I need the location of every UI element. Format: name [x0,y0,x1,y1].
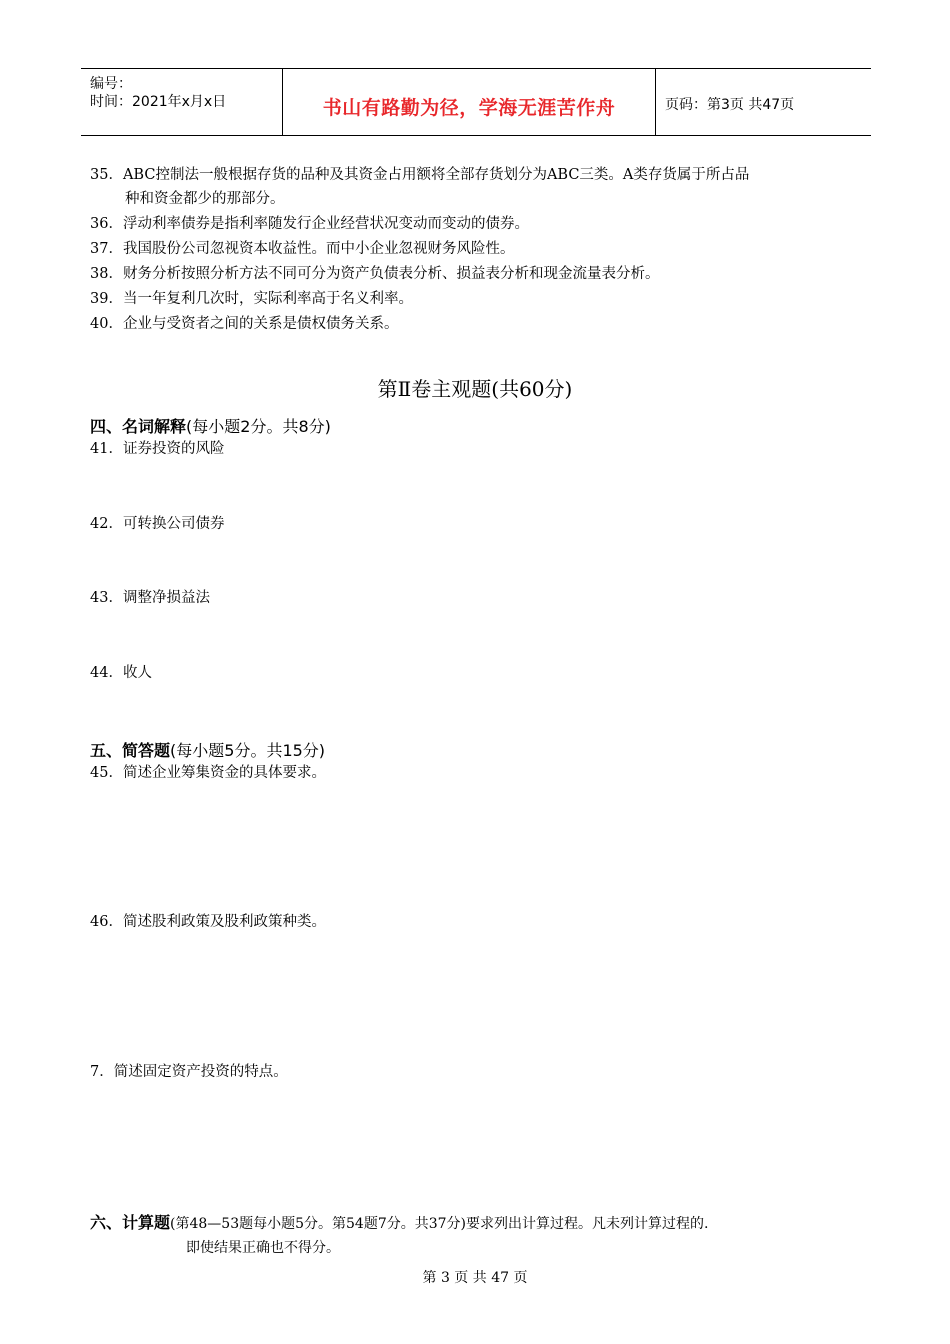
page-footer: 第 3 页 共 47 页 [422,1270,528,1286]
question-text: 收人 [122,665,152,681]
header-motto: 书山有路勤为径，学海无涯苦作舟 [322,97,616,119]
statement-number: 37． [90,241,123,257]
question-text: 证券投资的风险 [122,441,225,457]
question-45 [90,761,326,785]
header-page-cell [656,69,871,135]
section6-instructions: (第48—53题每小题5分。第54题7分。共37分)要求列出计算过程。凡未列计算过程的. [170,1216,709,1232]
section4-heading [90,414,331,437]
section6-heading [90,1211,880,1260]
question-43 [90,586,210,610]
statement-39 [90,287,413,311]
statement-text: ABC控制法一般根据存货的品种及其资金占用额将全部存货划分为ABC三类。A类存货属于所占品 [122,167,750,183]
statement-text: 浮动利率债券是指利率随发行企业经营状况变动而变动的债券。 [122,216,529,232]
statement-text: 财务分析按照分析方法不同可分为资产负债表分析、损益表分析和现金流量表分析。 [122,266,660,282]
section5-label: 五、简答题 [90,741,171,760]
statement-40 [90,312,398,336]
statement-36 [90,212,529,236]
statement-text: 企业与受资者之间的关系是债权债务关系。 [122,316,399,332]
question-text: 调整净损益法 [122,590,210,606]
statement-number: 39． [90,291,123,307]
statement-text: 当一年复利几次时，实际利率高于名义利率。 [122,291,413,307]
question-number: 44． [90,665,123,681]
question-42 [90,512,224,536]
question-number: 42． [90,516,123,532]
header-page-info: 页码：第3页 共47页 [665,97,795,113]
header-motto-cell [283,69,656,135]
question-text: 简述企业筹集资金的具体要求。 [122,765,326,781]
statement-37 [90,237,514,261]
part2-title: 第Ⅱ卷主观题(共60分) [377,377,573,401]
statement-35 [90,163,865,211]
question-46 [90,910,326,934]
statement-number: 40． [90,316,123,332]
question-number: 7． [90,1064,114,1080]
question-number: 46． [90,914,123,930]
doc-date-label: 时间：2021年x月x日 [90,94,227,110]
statement-number: 35． [90,167,123,183]
section6-label: 六、计算题 [90,1213,171,1232]
question-number: 41． [90,441,123,457]
statement-38 [90,262,659,286]
question-text: 可转换公司债券 [122,516,225,532]
statement-number: 38． [90,266,123,282]
section6-instructions-continued: 即使结果正确也不得分。 [186,1240,340,1256]
section4-label: 四、名词解释 [90,417,187,436]
section4-note: (每小题2分。共8分) [186,417,331,436]
header-meta-cell [81,69,283,135]
question-text: 简述固定资产投资的特点。 [113,1064,288,1080]
question-text: 简述股利政策及股利政策种类。 [122,914,326,930]
section5-heading [90,738,325,761]
question-41 [90,437,224,461]
statement-number: 36． [90,216,123,232]
question-number: 45． [90,765,123,781]
statement-text: 我国股份公司忽视资本收益性。而中小企业忽视财务风险性。 [122,241,515,257]
section5-note: (每小题5分。共15分) [170,741,326,760]
doc-number-label: 编号： [90,76,132,92]
statement-text-continued: 种和资金都少的那部分。 [125,191,285,207]
question-number: 43． [90,590,123,606]
question-44 [90,661,152,685]
page-header [81,68,871,136]
question-47 [90,1060,288,1084]
